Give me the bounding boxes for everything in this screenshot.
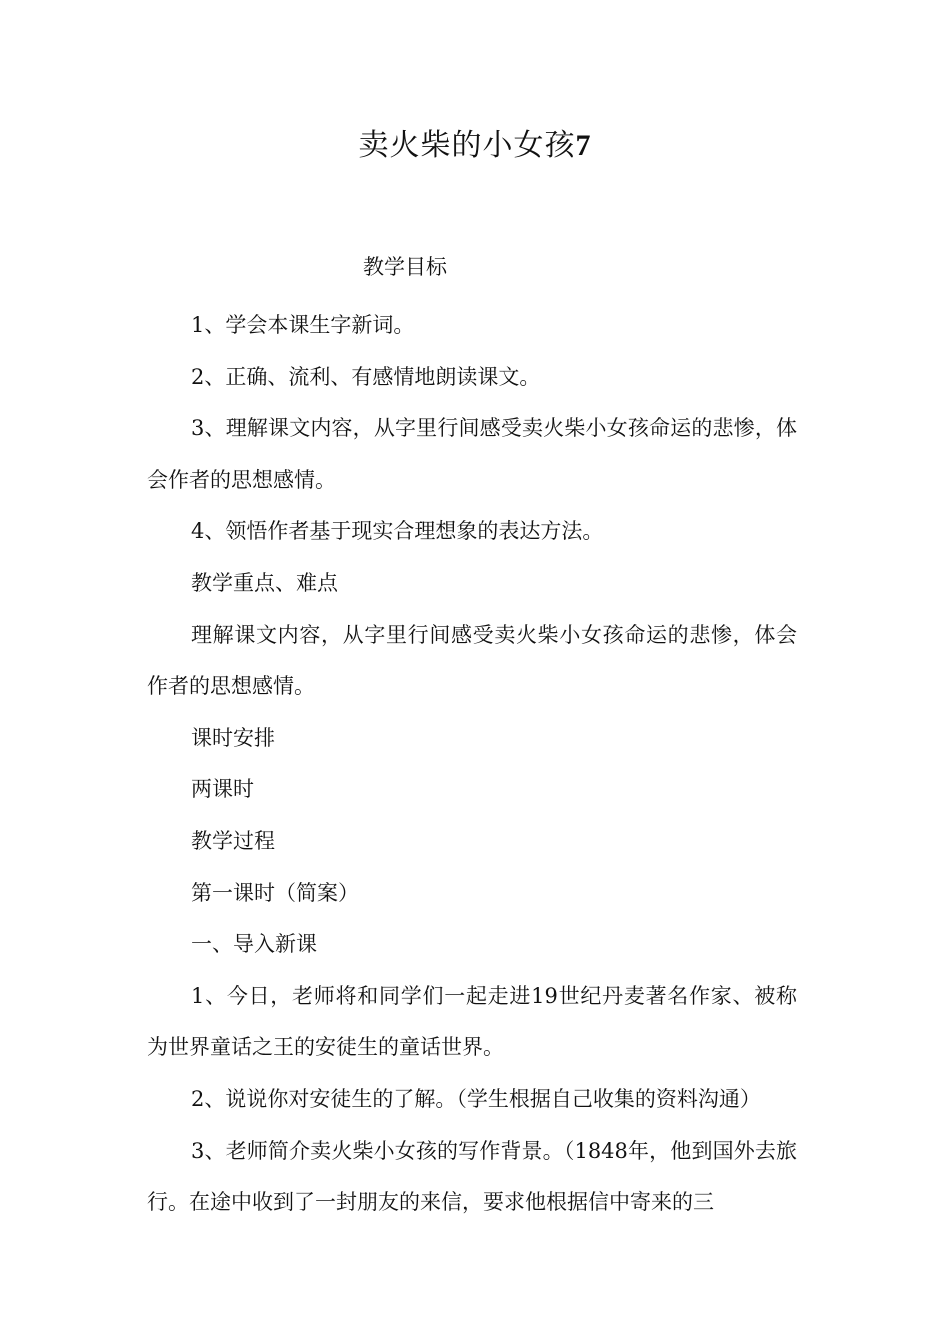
document-title [0, 126, 950, 166]
paragraph-key-points: 理解课文内容，从字里行间感受卖火柴小女孩命运的悲惨，体会作者的思想感情。 [147, 622, 797, 699]
section-heading: 教学目标 [363, 255, 447, 279]
paragraph-first-lesson: 第一课时（简案） [191, 880, 359, 905]
paragraph-objective-2: 2、正确、流利、有感情地朗读课文。 [191, 364, 541, 389]
paragraph-introduction-3: 3、老师简介卖火柴小女孩的写作背景。（1848年，他到国外去旅行。在途中收到了一封朋友的来信，要求他根据信中寄来的三 [147, 1138, 797, 1215]
paragraph-key-points-heading: 教学重点、难点 [191, 570, 338, 595]
title-number: 7 [575, 129, 592, 162]
title-text: 卖火柴的小女孩 [358, 128, 576, 163]
paragraph-objective-3: 3、理解课文内容，从字里行间感受卖火柴小女孩命运的悲惨，体会作者的思想感情。 [147, 416, 797, 492]
paragraph-introduction-heading: 一、导入新课 [191, 932, 317, 957]
document-body [147, 300, 797, 1229]
paragraph-objective-4: 4、领悟作者基于现实合理想象的表达方法。 [191, 519, 604, 544]
paragraph-introduction-2: 2、说说你对安徒生的了解。（学生根据自己收集的资料沟通） [191, 1086, 761, 1111]
paragraph-process-heading: 教学过程 [191, 828, 275, 853]
paragraph-introduction-1: 1、今日，老师将和同学们一起走进19世纪丹麦著名作家、被称为世界童话之王的安徒生的童话世界。 [147, 983, 797, 1060]
paragraph-objective-1: 1、学会本课生字新词。 [191, 313, 415, 337]
paragraph-schedule-heading: 课时安排 [191, 725, 275, 750]
paragraph-schedule: 两课时 [191, 777, 254, 802]
